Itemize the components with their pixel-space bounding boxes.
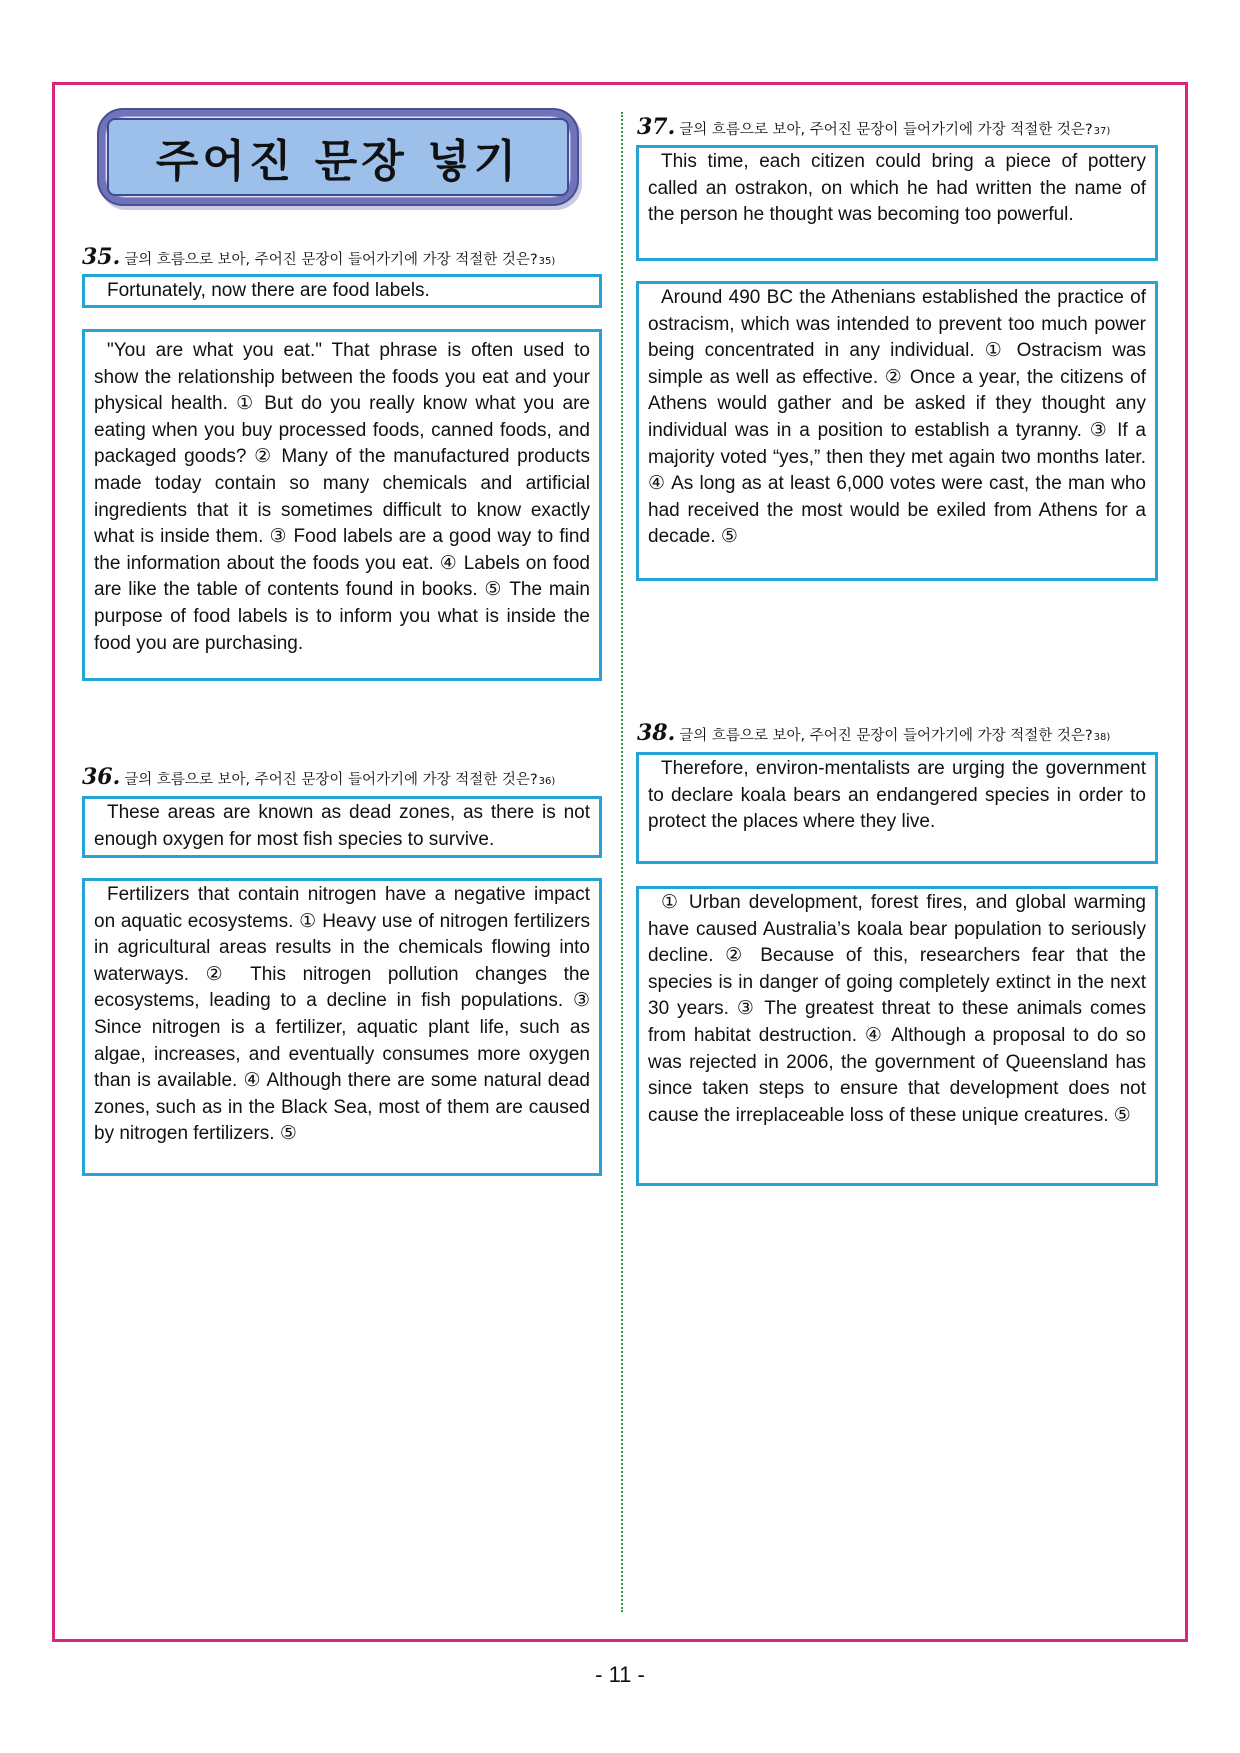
column-divider — [621, 112, 623, 1612]
title-banner-panel — [107, 118, 569, 196]
given-sentence-box — [636, 752, 1158, 864]
question-35-heading — [82, 244, 555, 270]
question-37-heading — [637, 114, 1110, 140]
given-sentence-box — [636, 145, 1158, 261]
title-banner — [97, 108, 579, 206]
given-sentence: This time, each citizen could bring a piece of pottery called an ostrakon, on which he had written the name of the person he thought was becoming too powerful. — [648, 151, 1146, 226]
given-sentence: These areas are known as dead zones, as there is not enough oxygen for most fish species to survive. — [94, 802, 590, 850]
passage-text: ① Urban development, forest fires, and global warming have caused Australia’s koala bear population to seriously decline. ② Because of this, researchers fear that the species is in danger of going completely extinct in the next 30 years. ③ The greatest threat to these animals comes from habitat destruction. ④ Although a proposal to do so was rejected in 2006, the government of Queensland has since taken steps to ensure that development does not cause the irreplaceable loss of these unique creatures. ⑤ — [648, 892, 1146, 1126]
footnote-marker: 35) — [538, 256, 556, 267]
question-number: 37. — [637, 114, 676, 140]
page-title: 주어진 문장 넣기 — [155, 136, 521, 187]
question-prompt: 글의 흐름으로 보아, 주어진 문장이 들어가기에 가장 적절한 것은? — [679, 122, 1093, 138]
question-prompt: 글의 흐름으로 보아, 주어진 문장이 들어가기에 가장 적절한 것은? — [124, 772, 538, 788]
passage-text: "You are what you eat." That phrase is often used to show the relationship between the foods you eat and your physical health. ① But do you really know what you are eating when you buy processed foods, canned foods, and packaged goods? ② Many of the manufactured products made today contain so many chemicals and artificial ingredients that it is sometimes difficult to know exactly what is inside them. ③ Food labels are a good way to find the information about the foods you eat. ④ Labels on food are like the table of contents found in books. ⑤ The main purpose of food labels is to inform you what is inside the food you are purchasing. — [94, 340, 590, 654]
given-sentence-box — [82, 274, 602, 308]
footnote-marker: 37) — [1093, 126, 1111, 137]
page-number: - 11 - — [595, 1662, 645, 1687]
given-sentence: Therefore, environ-mentalists are urging the government to declare koala bears an endangered species in order to protect the places where they live. — [648, 758, 1146, 833]
passage-box — [636, 281, 1158, 581]
passage-box — [82, 329, 602, 681]
question-number: 36. — [82, 764, 121, 790]
question-number: 35. — [82, 244, 121, 270]
passage-box — [82, 878, 602, 1176]
question-number: 38. — [637, 720, 676, 746]
question-38-heading — [637, 720, 1110, 746]
passage-text: Around 490 BC the Athenians established the practice of ostracism, which was intended to prevent too much power being concentrated in any individual. ① Ostracism was simple as well as effective. ② Once a year, the citizens of Athens would gather and be asked if they thought any individual was in a position to establish a tyranny. ③ If a majority voted “yes,” then they met again two months later. ④ As long as at least 6,000 votes were cast, the man who had received the most would be exiled from Athens for a decade. ⑤ — [648, 287, 1146, 548]
footnote-marker: 36) — [538, 776, 556, 787]
question-36-heading — [82, 764, 555, 790]
given-sentence: Fortunately, now there are food labels. — [107, 280, 430, 301]
question-prompt: 글의 흐름으로 보아, 주어진 문장이 들어가기에 가장 적절한 것은? — [679, 728, 1093, 744]
passage-box — [636, 886, 1158, 1186]
footnote-marker: 38) — [1093, 732, 1111, 743]
given-sentence-box — [82, 796, 602, 858]
question-prompt: 글의 흐름으로 보아, 주어진 문장이 들어가기에 가장 적절한 것은? — [124, 252, 538, 268]
passage-text: Fertilizers that contain nitrogen have a negative impact on aquatic ecosystems. ① Heavy use of nitrogen fertilizers in agricultural areas results in the chemicals flowing into waterways. ② This nitrogen pollution changes the ecosystems, leading to a decline in fish populations. ③ Since nitrogen is a fertilizer, aquatic plant life, such as algae, increases, and eventually consumes more oxygen than is available. ④ Although there are some natural dead zones, such as in the Black Sea, most of them are caused by nitrogen fertilizers. ⑤ — [94, 884, 590, 1145]
